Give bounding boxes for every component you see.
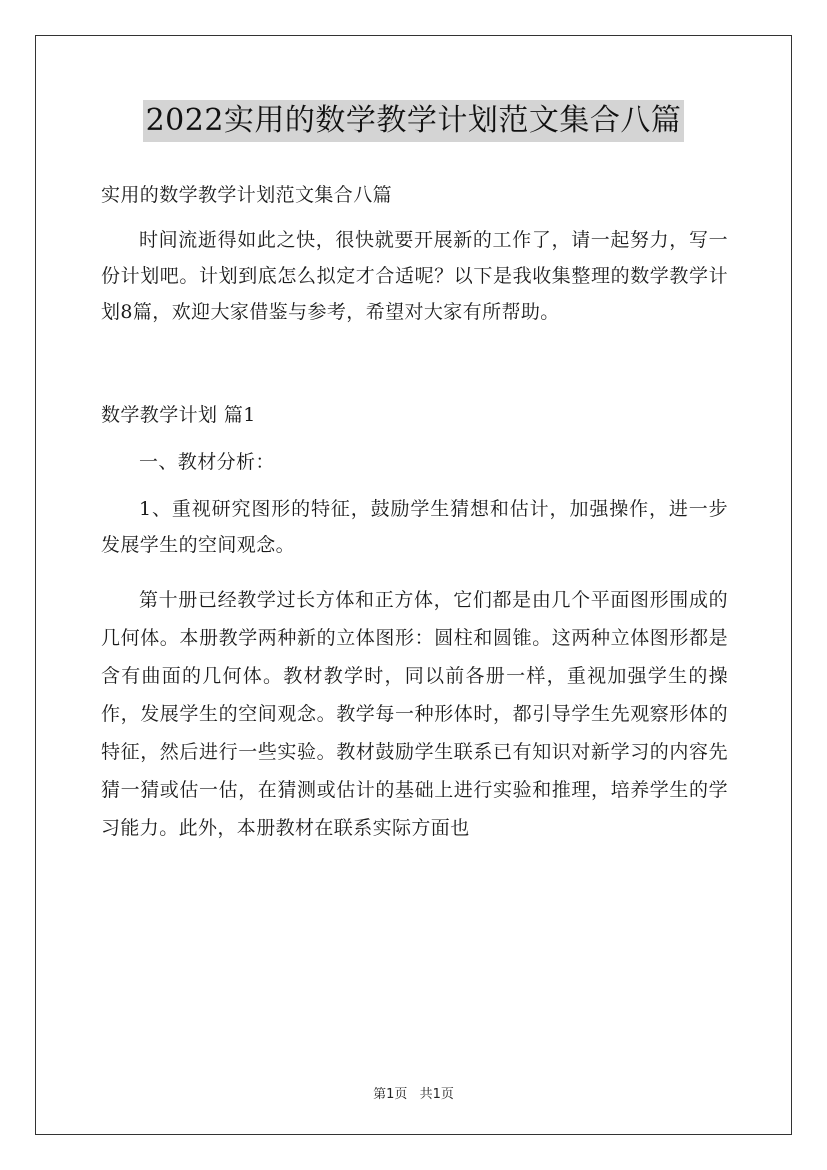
section-item-heading: 一、教材分析： bbox=[139, 451, 275, 473]
intro-paragraph: 时间流逝得如此之快，很快就要开展新的工作了，请一起努力，写一份计划吧。计划到底怎么拟定才合适呢？以下是我收集整理的数学教学计划8篇，欢迎大家借鉴与参考，希望对大家有所帮助。 bbox=[101, 229, 728, 323]
page-footer bbox=[0, 1083, 827, 1102]
page-number: 第1页 bbox=[373, 1087, 408, 1102]
page-total: 共1页 bbox=[419, 1087, 454, 1102]
section-heading: 数学教学计划 篇1 bbox=[101, 404, 256, 426]
body-paragraph: 第十册已经教学过长方体和正方体，它们都是由几个平面图形围成的几何体。本册教学两种新的立体图形：圆柱和圆锥。这两种立体图形都是含有曲面的几何体。教材教学时，同以前各册一样，重视加强学生的操作，发展学生的空间观念。教学每一种形体时，都引导学生先观察形体的特征，然后进行一些实验。教材鼓励学生联系已有知识对新学习的内容先猜一猜或估一估，在猜测或估计的基础上进行实验和推理，培养学生的学习能力。此外，本册教材在联系实际方面也 bbox=[101, 589, 728, 839]
title-container bbox=[0, 100, 827, 142]
document-subtitle: 实用的数学教学计划范文集合八篇 bbox=[101, 184, 393, 206]
document-title: 2022实用的数学教学计划范文集合八篇 bbox=[143, 100, 685, 142]
section-item-point: 1、重视研究图形的特征，鼓励学生猜想和估计，加强操作，进一步发展学生的空间观念。 bbox=[101, 498, 728, 556]
document-body bbox=[101, 177, 728, 847]
